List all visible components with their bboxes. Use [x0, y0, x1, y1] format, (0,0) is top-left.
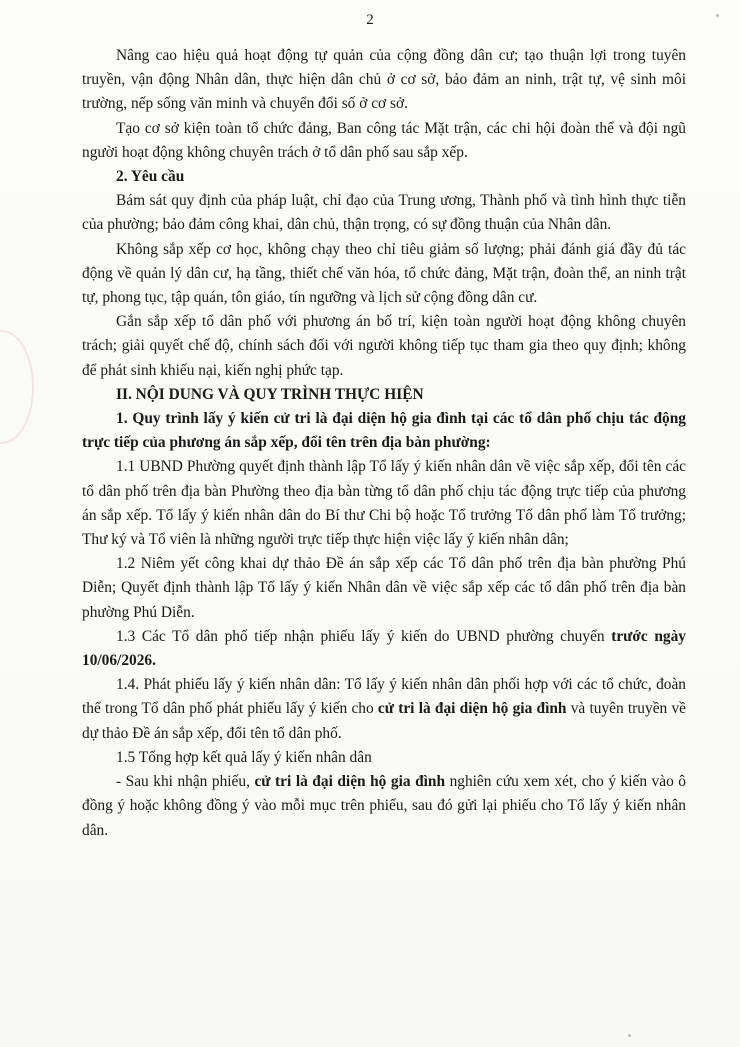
document-body [82, 44, 686, 843]
paragraph: Gắn sắp xếp tổ dân phố với phương án bố trí, kiện toàn người hoạt động không chuyên trách; giải quyết chế độ, chính sách đối với người không tiếp tục tham gia theo quy định; không để phát sinh khiếu nại, kiến nghị phức tạp. [82, 313, 686, 379]
paragraph-1-1: 1.1 UBND Phường quyết định thành lập Tổ lấy ý kiến nhân dân về việc sắp xếp, đổi tên các tổ dân phố trên địa bàn Phường theo địa bàn từng tổ dân phố chịu tác động trực tiếp của phương án sắp xếp. Tổ lấy ý kiến nhân dân do Bí thư Chi bộ hoặc Tổ trưởng Tổ dân phố làm Tổ trưởng; Thư ký và Tổ viên là những người trực tiếp thực hiện việc lấy ý kiến nhân dân; [82, 458, 686, 549]
scan-speck [628, 1034, 631, 1037]
subsection-heading-process: 1. Quy trình lấy ý kiến cử tri là đại diện hộ gia đình tại các tổ dân phố chịu tác động trực tiếp của phương án sắp xếp, đổi tên trên địa bàn phường: [82, 410, 686, 452]
deadline-text: trước ngày 10/06/2026. [82, 627, 686, 670]
text-run: 1.3 Các Tổ dân phố tiếp nhận phiếu lấy ý kiến do UBND phường chuyển [116, 627, 612, 645]
paragraph-1-3 [82, 625, 686, 673]
section-heading-content: II. NỘI DUNG VÀ QUY TRÌNH THỰC HIỆN [116, 385, 424, 403]
page-number: 2 [366, 12, 374, 28]
emphasis-text: cử tri là đại diện hộ gia đình [377, 700, 567, 718]
paragraph-1-2: 1.2 Niêm yết công khai dự thảo Đề án sắp xếp các Tổ dân phố trên địa bàn phường Phú Diễn; Quyết định thành lập Tổ lấy ý kiến Nhân dân về việc sắp xếp các tổ dân phố trên địa bàn phường Phú Diễn. [82, 555, 686, 621]
paragraph-dash [82, 770, 686, 843]
faint-stamp-mark [0, 330, 34, 444]
paragraph-1-5: 1.5 Tổng hợp kết quả lấy ý kiến nhân dân [116, 748, 372, 766]
emphasis-text: cử tri là đại diện hộ gia đình [254, 773, 446, 791]
text-run: 1.4. Phát phiếu lấy ý kiến nhân dân: Tổ lấy ý kiến nhân dân phối hợp với các tổ chức, đoàn thể trong Tổ dân phố phát phiếu lấy ý kiến cho [82, 676, 686, 718]
paragraph: Bám sát quy định của pháp luật, chỉ đạo của Trung ương, Thành phố và tình hình thực tiễn của phường; bảo đảm công khai, dân chủ, thận trọng, có sự đồng thuận của Nhân dân. [82, 192, 686, 234]
paragraph-1-4 [82, 673, 686, 746]
text-run: và tuyên truyền về dự thảo Đề án sắp xếp, đổi tên tổ dân phố. [82, 700, 686, 742]
text-run: nghiên cứu xem xét, cho ý kiến vào ô đồng ý hoặc không đồng ý vào mỗi mục trên phiếu, sau đó gửi lại phiếu cho Tổ lấy ý kiến nhân dân. [82, 773, 686, 839]
paragraph: Nâng cao hiệu quả hoạt động tự quản của cộng đồng dân cư; tạo thuận lợi trong tuyên truyền, vận động Nhân dân, thực hiện dân chủ ở cơ sở, bảo đảm an ninh, trật tự, vệ sinh môi trường, nếp sống văn minh và chuyển đổi số ở cơ sở. [82, 47, 686, 113]
text-run: - Sau khi nhận phiếu, [116, 773, 255, 791]
section-heading-requirements: 2. Yêu cầu [116, 168, 185, 186]
paragraph: Tạo cơ sở kiện toàn tổ chức đảng, Ban công tác Mặt trận, các chi hội đoàn thể và đội ngũ người hoạt động không chuyên trách ở tổ dân phố sau sắp xếp. [82, 119, 686, 161]
paragraph: Không sắp xếp cơ học, không chạy theo chỉ tiêu giảm số lượng; phải đánh giá đầy đủ tác động về quản lý dân cư, hạ tầng, thiết chế văn hóa, tổ chức đảng, Mặt trận, đoàn thể, an ninh trật tự, phong tục, tập quán, tôn giáo, tín ngưỡng và lịch sử cộng đồng dân cư. [82, 240, 686, 307]
